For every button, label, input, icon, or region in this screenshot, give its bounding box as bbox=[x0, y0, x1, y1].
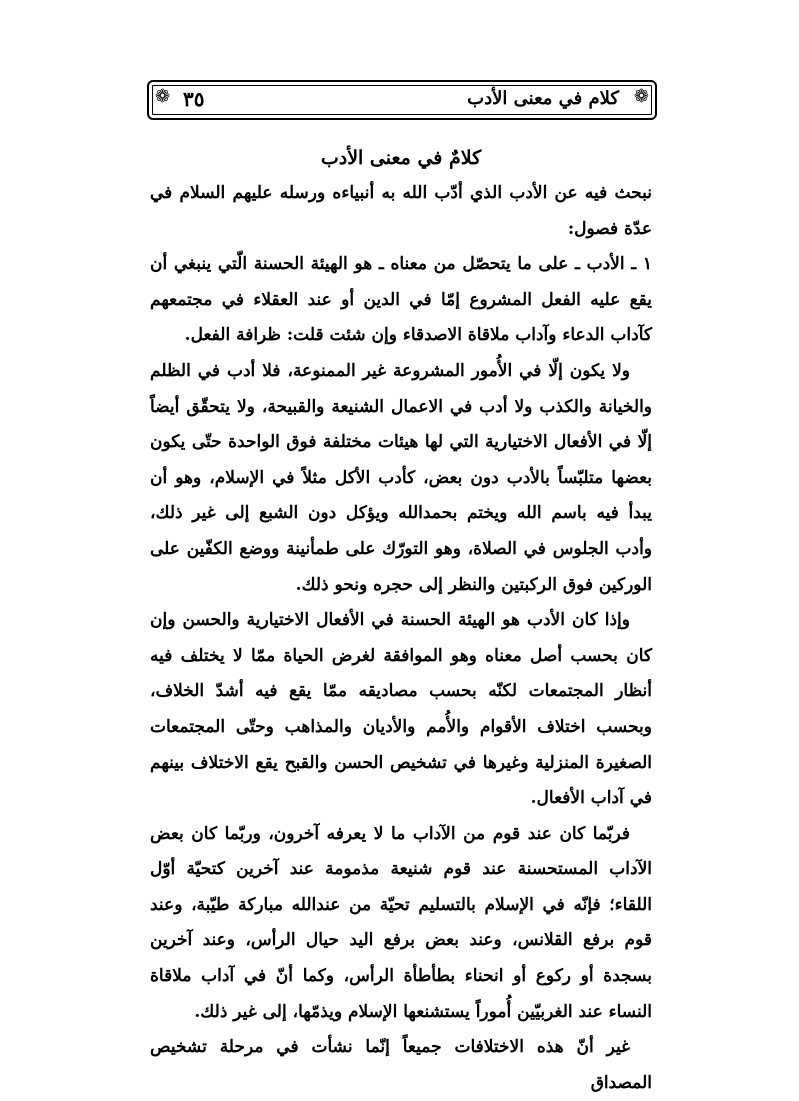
section-title: كلامٌ في معنى الأدب bbox=[320, 147, 482, 169]
paragraph-5: غير أنّ هذه الاختلافات جميعاً إنّما نشأت في مرحلة تشخيص المصداق bbox=[150, 1037, 652, 1093]
running-header bbox=[147, 80, 657, 120]
page-number: ٣٥ bbox=[183, 87, 205, 111]
header-ornament-right-icon: ❁ bbox=[633, 86, 649, 107]
paragraph-1: ١ ـ الأدب ـ على ما يتحصّل من معناه ـ هو الهيئة الحسنة الّتي ينبغي أن يقع عليه الفعل المشروع إمّا في الدين أو عند العقلاء في مجتمعهم كآداب الدعاء وآداب ملاقاة الاصدقاء وإن شئت قلت: ظرافة الفعل. bbox=[150, 254, 652, 346]
page-body bbox=[150, 140, 652, 1101]
header-ornament-left-icon: ❁ bbox=[155, 86, 171, 107]
header-title: كلام في معنى الأدب bbox=[467, 88, 619, 109]
intro-paragraph: نبحث فيه عن الأدب الذي أدّب الله به أنبياءه ورسله عليهم السلام في عدّة فصول: bbox=[150, 183, 652, 239]
paragraph-4: فربّما كان عند قوم من الآداب ما لا يعرفه آخرون، وربّما كان بعض الآداب المستحسنة عند قوم شنيعة مذمومة عند آخرين كتحيّة أوّل اللقاء؛ فإنّه في الإسلام بالتسليم تحيّة من عندالله مباركة طيّبة، وعند قوم برفع القلانس، وعند بعض برفع اليد حيال الرأس، وعند آخرين بسجدة أو ركوع أو انحناء بطأطأة الرأس، وكما أنّ في آداب ملاقاة النساء عند الغربيّين أُموراً يستشنعها الإسلام ويذمّها، إلى غير ذلك. bbox=[150, 823, 652, 1022]
paragraph-2: ولا يكون إلّا في الأُمور المشروعة غير الممنوعة، فلا أدب في الظلم والخيانة والكذب ولا أدب في الاعمال الشنيعة والقبيحة، ولا يتحقّق أيضاً إلّا في الأفعال الاختيارية التي لها هيئات مختلفة فوق الواحدة حتّى يكون بعضها متلبّساً بالأدب دون بعض، كأدب الأكل مثلاً في الإسلام، وهو أن يبدأ فيه باسم الله ويختم بحمدالله ويؤكل دون الشبع إلى غير ذلك، وأدب الجلوس في الصلاة، وهو التورّك على طمأنينة ووضع الكفّين على الوركين فوق الركبتين والنظر إلى حجره ونحو ذلك. bbox=[150, 360, 652, 595]
paragraph-3: وإذا كان الأدب هو الهيئة الحسنة في الأفعال الاختيارية والحسن وإن كان بحسب أصل معناه وهو الموافقة لغرض الحياة ممّا لا يختلف فيه أنظار المجتمعات لكنّه بحسب مصاديقه ممّا يقع فيه أشدّ الخلاف، وبحسب اختلاف الأقوام والأُمم والأديان والمذاهب وحتّى المجتمعات الصغيرة المنزلية وغيرها في تشخيص الحسن والقبح يقع الاختلاف بينهم في آداب الأفعال. bbox=[150, 610, 652, 809]
